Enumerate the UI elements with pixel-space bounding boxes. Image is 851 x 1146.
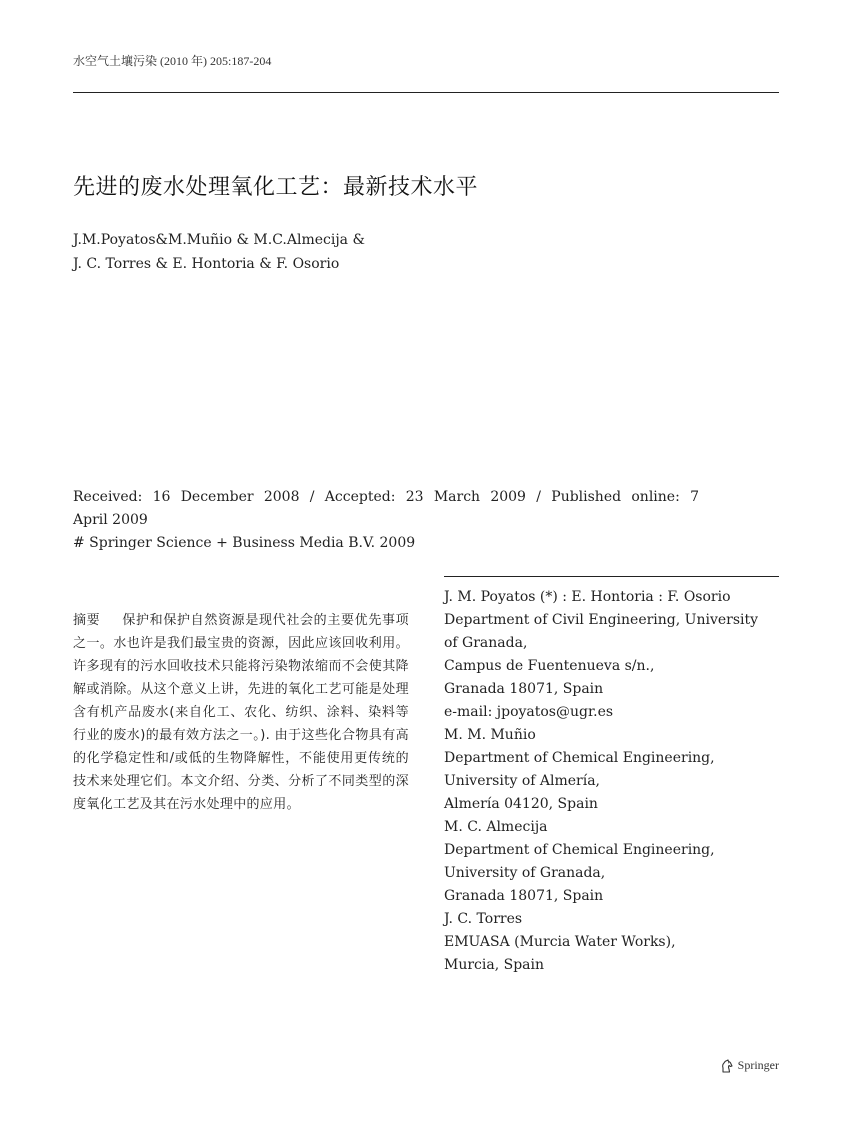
affiliation-block — [444, 586, 784, 977]
publisher-name: Springer — [737, 1058, 779, 1072]
affiliation-line: Department of Chemical Engineering, — [444, 842, 715, 858]
header-divider — [73, 92, 779, 93]
affiliation-line: J. M. Poyatos (*) : E. Hontoria : F. Osorio — [444, 589, 731, 605]
publisher-logo — [720, 1058, 779, 1073]
affiliation-line: M. M. Muñio — [444, 727, 536, 743]
affiliation-line: M. C. Almecija — [444, 819, 548, 835]
affiliation-divider — [444, 576, 779, 577]
copyright-notice: # Springer Science + Business Media B.V. 2009 — [73, 535, 416, 551]
dates-line-1: Received: 16 December 2008 / Accepted: 23 March 2009 / Published online: 7 — [73, 489, 699, 505]
affiliation-line: University of Granada, — [444, 865, 606, 881]
publication-dates — [73, 486, 699, 532]
affiliation-line: University of Almería, — [444, 773, 601, 789]
affiliation-email: e-mail: jpoyatos@ugr.es — [444, 704, 614, 720]
affiliation-line: J. C. Torres — [444, 911, 523, 927]
affiliation-line: of Granada, — [444, 635, 528, 651]
abstract-label: 摘要 — [73, 613, 101, 628]
affiliation-line: Department of Civil Engineering, University — [444, 612, 759, 628]
affiliation-line: Granada 18071, Spain — [444, 888, 604, 904]
journal-reference: 水空气土壤污染 (2010 年) 205:187-204 — [73, 54, 272, 68]
affiliation-line: Department of Chemical Engineering, — [444, 750, 715, 766]
author-list — [73, 228, 365, 276]
affiliation-line: EMUASA (Murcia Water Works), — [444, 934, 676, 950]
article-title: 先进的废水处理氧化工艺：最新技术水平 — [73, 175, 479, 200]
author-line-2: J. C. Torres & E. Hontoria & F. Osorio — [73, 256, 340, 272]
affiliation-line: Murcia, Spain — [444, 957, 545, 973]
springer-horse-icon — [720, 1059, 734, 1073]
dates-line-2: April 2009 — [73, 512, 148, 528]
abstract — [73, 609, 409, 816]
affiliation-line: Granada 18071, Spain — [444, 681, 604, 697]
affiliation-line: Campus de Fuentenueva s/n., — [444, 658, 655, 674]
abstract-text: 保护和保护自然资源是现代社会的主要优先事项之一。水也许是我们最宝贵的资源，因此应该回收利用。许多现有的污水回收技术只能将污染物浓缩而不会使其降解或消除。从这个意义上讲，先进的氧化工艺可能是处理含有机产品废水(来自化工、农化、纺织、涂料、染料等行业的废水)的最有效方法之一。). 由于这些化合物具有高的化学稳定性和/或低的生物降解性，不能使用更传统的技术来处理它们。本文介绍、分类、分析了不同类型的深度氧化工艺及其在污水处理中的应用。 — [73, 613, 410, 812]
author-line-1: J.M.Poyatos&M.Muñio & M.C.Almecija & — [73, 232, 365, 248]
affiliation-line: Almería 04120, Spain — [444, 796, 598, 812]
